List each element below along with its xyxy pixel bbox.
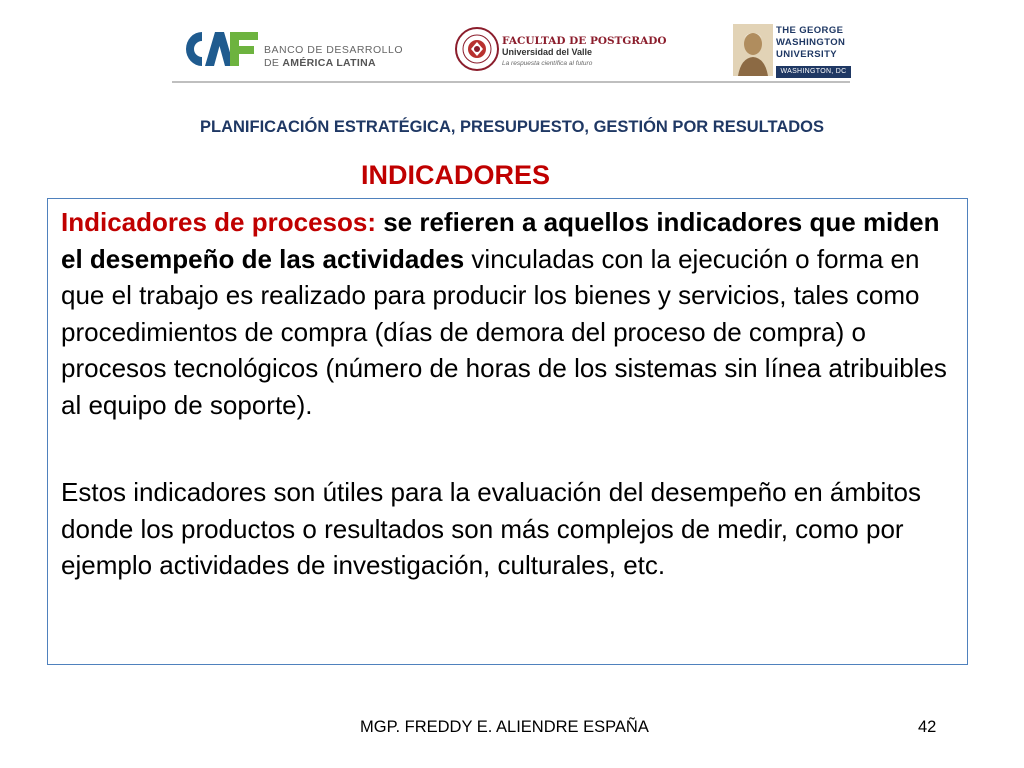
caf-name-line2: DE AMÉRICA LATINA (264, 57, 376, 69)
univalle-name: Universidad del Valle (502, 47, 593, 57)
logo-row (0, 0, 1024, 90)
definition-rest: vinculadas con la ejecución o forma en que el trabajo es realizado para producir los bienes y servicios, tales como procedimientos de compra (días de demora del proceso de compra) o procesos tecnológicos (número de horas de los sistemas sin línea atribuibles al equipo de soporte). (61, 243, 947, 420)
univalle-logo (452, 24, 676, 76)
univalle-faculty: FACULTAD DE POSTGRADO (502, 35, 667, 47)
portrait-icon (733, 24, 773, 76)
footer-author: MGP. FREDDY E. ALIENDRE ESPAÑA (360, 718, 649, 736)
paragraph-usefulness: Estos indicadores son útiles para la evaluación del desempeño en ámbitos donde los productos o resultados son más complejos de medir, como por ejemplo actividades de investigación, culturales, etc. (61, 477, 921, 580)
page-number: 42 (918, 718, 937, 736)
caf-logo-mark (172, 24, 260, 74)
univalle-seal-icon (454, 26, 500, 72)
slide-subtitle: PLANIFICACIÓN ESTRATÉGICA, PRESUPUESTO, GESTIÓN POR RESULTADOS (200, 118, 824, 136)
slide-heading: INDICADORES (361, 160, 551, 190)
term-label: Indicadores de procesos: (61, 207, 376, 237)
caf-name-line1: BANCO DE DESARROLLO (264, 44, 404, 56)
gwu-city-badge: WASHINGTON, DC (776, 66, 851, 78)
univalle-tagline: La respuesta científica al futuro (502, 60, 593, 67)
content-box (47, 198, 968, 665)
header-divider (172, 81, 850, 83)
gwu-name: THE GEORGE WASHINGTON UNIVERSITY (776, 25, 846, 60)
caf-logo (172, 24, 412, 74)
definition-bold: se refieren a aquellos indicadores que miden el desempeño de las actividades (61, 207, 940, 274)
gwu-logo (733, 24, 851, 80)
paragraph-processes (61, 204, 961, 423)
